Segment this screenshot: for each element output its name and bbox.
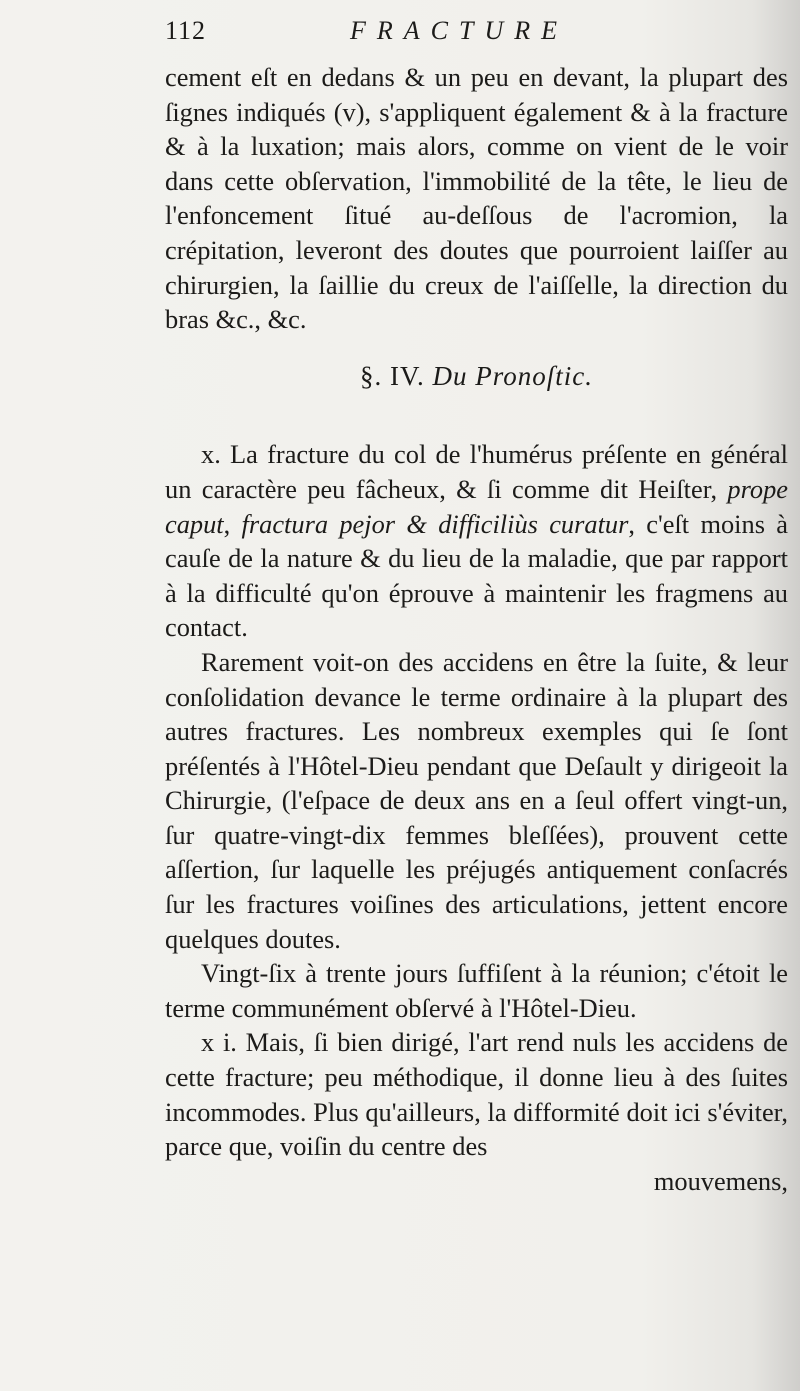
- paragraph-2-end: , c'eſt moins à cauſe de la nature & du lieu de la maladie, que par rapport à la difficulté qu'on éprouve à maintenir les fragmens au contact.: [165, 508, 788, 643]
- latin-quote-1: prope caput: [165, 473, 788, 539]
- paragraph-1: cement eſt en dedans & un peu en devant, la plupart des ſignes indiqués (v), s'appliquent également & à la fracture & à la luxation; mais alors, comme on vient de le voir dans cette obſervation, l'immobilité de la tête, le lieu de l'enfoncement ſitué au-deſſous de l'acromion, la crépitation, leveront des doutes que pourroient laiſſer au chirurgien, la ſaillie du creux de l'aiſſelle, la direction du bras &c., &c.: [165, 62, 788, 335]
- paragraph-5: x i. Mais, ſi bien dirigé, l'art rend nuls les accidens de cette fracture; peu méthodique, il donne lieu à des ſuites incommodes. Plus qu'ailleurs, la difformité doit ici s'éviter, parce que, voiſin du centre des: [165, 1027, 788, 1162]
- paragraph-3: Rarement voit-on des accidens en être la ſuite, & leur conſolidation devance le terme ordinaire à la plupart des autres fractures. Les nombreux exemples qui ſe ſont préſentés à l'Hôtel-Dieu pendant que Deſault y dirigeoit la Chirurgie, (l'eſpace de deux ans en a ſeul offert vingt-un, ſur quatre-vingt-dix femmes bleſſées), prouvent cette aſſertion, ſur laquelle les préjugés antiquement conſacrés ſur les fractures voiſines des articulations, jettent encore quelques doutes.: [165, 646, 788, 954]
- section-heading: [165, 359, 788, 394]
- page-number: 112: [165, 16, 207, 45]
- paragraph-2: [165, 437, 788, 645]
- section-title: Du Pronoſtic.: [432, 360, 593, 391]
- running-head: FRACTURE: [350, 16, 568, 45]
- page-header: [165, 16, 625, 56]
- paragraph-2-start: x. La fracture du col de l'humérus préſente en général un caractère peu fâcheux, & ſi comme dit Heiſter,: [165, 439, 788, 504]
- paragraph-4: Vingt-ſix à trente jours ſuffiſent à la réunion; c'étoit le terme communément obſervé à l'Hôtel-Dieu.: [165, 958, 788, 1023]
- section-number: §. IV.: [359, 360, 425, 391]
- paragraph-2-separator: ,: [223, 508, 242, 539]
- body-text: [165, 60, 788, 1198]
- catchword: mouvemens,: [653, 1165, 788, 1196]
- latin-quote-2: fractura pejor & difficiliùs curatur: [241, 508, 629, 539]
